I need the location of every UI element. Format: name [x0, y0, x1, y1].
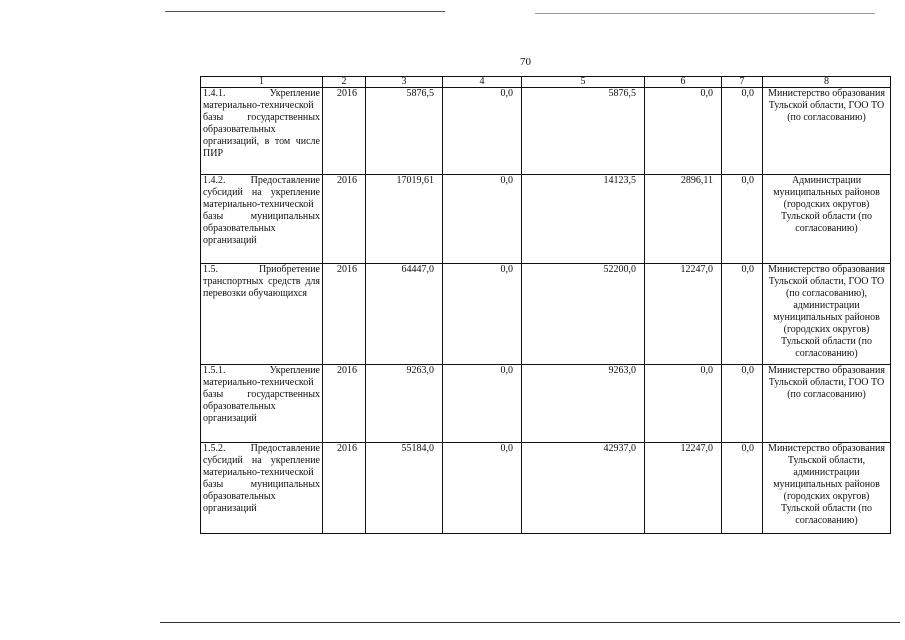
value-cell: 0,0 — [722, 365, 763, 443]
responsible-cell: Министерство образования Тульской области, ГОО ТО (по согласованию) — [763, 365, 891, 443]
value-cell: 64447,0 — [366, 264, 443, 365]
value-cell: 0,0 — [722, 175, 763, 264]
year-cell: 2016 — [323, 175, 366, 264]
value-cell: 17019,61 — [366, 175, 443, 264]
value-cell: 9263,0 — [522, 365, 645, 443]
table-row — [201, 365, 891, 443]
value-cell: 0,0 — [443, 88, 522, 175]
value-cell: 52200,0 — [522, 264, 645, 365]
responsible-cell: Министерство образования Тульской области, администрации муниципальных районов (городских округов) Тульской области (по согласованию) — [763, 443, 891, 534]
year-cell: 2016 — [323, 88, 366, 175]
responsible-cell: Министерство образования Тульской области, ГОО ТО (по согласованию) — [763, 88, 891, 175]
value-cell: 12247,0 — [645, 264, 722, 365]
value-cell: 0,0 — [443, 365, 522, 443]
table-row — [201, 443, 891, 534]
header-cell: 1 — [201, 77, 323, 88]
value-cell: 0,0 — [443, 264, 522, 365]
table-row — [201, 264, 891, 365]
value-cell: 0,0 — [443, 443, 522, 534]
value-cell: 0,0 — [722, 443, 763, 534]
value-cell: 0,0 — [722, 264, 763, 365]
header-cell: 4 — [443, 77, 522, 88]
measure-name-cell: 1.5. Приобретение транспортных средств для перевозки обучающихся — [201, 264, 323, 365]
scan-edge-bottom — [160, 622, 900, 623]
header-cell: 5 — [522, 77, 645, 88]
value-cell: 55184,0 — [366, 443, 443, 534]
measure-name-cell: 1.4.1. Укрепление материально-технической базы государственных образовательных организаций, в том числе ПИР — [201, 88, 323, 175]
page-number: 70 — [520, 56, 531, 68]
table-row — [201, 175, 891, 264]
value-cell: 0,0 — [645, 88, 722, 175]
year-cell: 2016 — [323, 365, 366, 443]
header-cell: 6 — [645, 77, 722, 88]
value-cell: 0,0 — [443, 175, 522, 264]
value-cell: 42937,0 — [522, 443, 645, 534]
header-cell: 3 — [366, 77, 443, 88]
responsible-cell: Администрации муниципальных районов (городских округов) Тульской области (по согласованию) — [763, 175, 891, 264]
table-header-row — [201, 77, 891, 88]
scan-edge-top-right — [535, 13, 875, 14]
data-table — [200, 76, 891, 534]
measure-name-cell: 1.5.2. Предоставление субсидий на укрепление материально-технической базы муниципальных образовательных организаций — [201, 443, 323, 534]
scan-edge-top — [165, 11, 445, 12]
responsible-cell: Министерство образования Тульской области, ГОО ТО (по согласованию), администрации муниципальных районов (городских округов) Тульской области (по согласованию) — [763, 264, 891, 365]
measure-name-cell: 1.5.1. Укрепление материально-технической базы государственных образовательных организаций — [201, 365, 323, 443]
header-cell: 7 — [722, 77, 763, 88]
value-cell: 0,0 — [722, 88, 763, 175]
value-cell: 12247,0 — [645, 443, 722, 534]
value-cell: 0,0 — [645, 365, 722, 443]
value-cell: 2896,11 — [645, 175, 722, 264]
value-cell: 9263,0 — [366, 365, 443, 443]
year-cell: 2016 — [323, 264, 366, 365]
value-cell: 5876,5 — [522, 88, 645, 175]
year-cell: 2016 — [323, 443, 366, 534]
table-row — [201, 88, 891, 175]
measure-name-cell: 1.4.2. Предоставление субсидий на укрепление материально-технической базы муниципальных образовательных организаций — [201, 175, 323, 264]
value-cell: 14123,5 — [522, 175, 645, 264]
header-cell: 2 — [323, 77, 366, 88]
header-cell: 8 — [763, 77, 891, 88]
value-cell: 5876,5 — [366, 88, 443, 175]
